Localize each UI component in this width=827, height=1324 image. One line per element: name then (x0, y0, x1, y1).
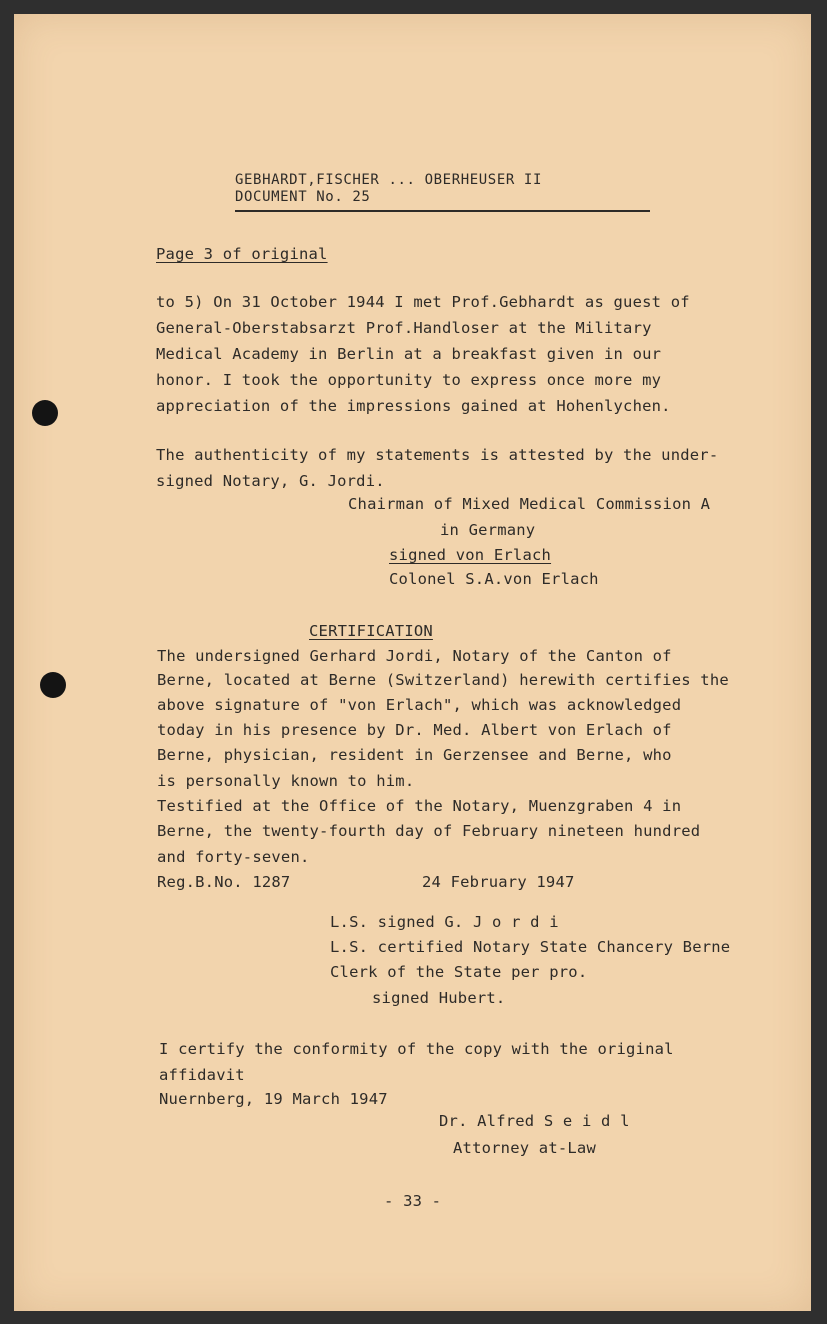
body-line: The authenticity of my statements is attested by the under- (156, 446, 719, 464)
certification-line: Berne, physician, resident in Gerzensee and Berne, who (157, 746, 672, 764)
seal-line: signed Hubert. (372, 989, 506, 1007)
body-line: appreciation of the impressions gained at Hohenlychen. (156, 397, 671, 415)
seal-line: L.S. certified Notary State Chancery Berne (330, 938, 731, 956)
certification-date: 24 February 1947 (422, 873, 575, 891)
seal-line: L.S. signed G. J o r d i (330, 913, 559, 931)
body-line: honor. I took the opportunity to express once more my (156, 371, 662, 389)
conformity-line: Nuernberg, 19 March 1947 (159, 1090, 388, 1108)
registration-number: Reg.B.No. 1287 (157, 873, 291, 891)
page-label: Page 3 of original (156, 245, 328, 263)
certification-line: above signature of "von Erlach", which was acknowledged (157, 696, 682, 714)
header-rule (235, 210, 650, 212)
page-number: - 33 - (384, 1192, 442, 1210)
signature-title-1: Chairman of Mixed Medical Commission A (348, 495, 711, 513)
header-document-line: DOCUMENT No. 25 (235, 189, 371, 205)
conformity-line: I certify the conformity of the copy with the original (159, 1040, 674, 1058)
body-line: signed Notary, G. Jordi. (156, 472, 385, 490)
certification-line: Berne, located at Berne (Switzerland) herewith certifies the (157, 671, 729, 689)
header-case-line: GEBHARDT,FISCHER ... OBERHEUSER II (235, 172, 542, 188)
certification-line: is personally known to him. (157, 772, 415, 790)
conformity-signer: Dr. Alfred S e i d l (439, 1112, 630, 1130)
signature-signed: signed von Erlach (389, 546, 552, 564)
conformity-signer-title: Attorney at-Law (453, 1139, 596, 1157)
certification-heading: CERTIFICATION (309, 622, 433, 640)
certification-line: today in his presence by Dr. Med. Albert von Erlach of (157, 721, 672, 739)
conformity-line: affidavit (159, 1066, 245, 1084)
certification-line: and forty-seven. (157, 848, 310, 866)
body-line: Medical Academy in Berlin at a breakfast given in our (156, 345, 662, 363)
seal-line: Clerk of the State per pro. (330, 963, 588, 981)
signature-name: Colonel S.A.von Erlach (389, 570, 599, 588)
certification-line: The undersigned Gerhard Jordi, Notary of the Canton of (157, 647, 672, 665)
body-line: to 5) On 31 October 1944 I met Prof.Gebhardt as guest of (156, 293, 690, 311)
certification-line: Testified at the Office of the Notary, Muenzgraben 4 in (157, 797, 682, 815)
punch-hole-bottom (40, 672, 66, 698)
body-line: General-Oberstabsarzt Prof.Handloser at the Military (156, 319, 652, 337)
certification-line: Berne, the twenty-fourth day of February nineteen hundred (157, 822, 701, 840)
signature-title-2: in Germany (440, 521, 536, 539)
punch-hole-top (32, 400, 58, 426)
